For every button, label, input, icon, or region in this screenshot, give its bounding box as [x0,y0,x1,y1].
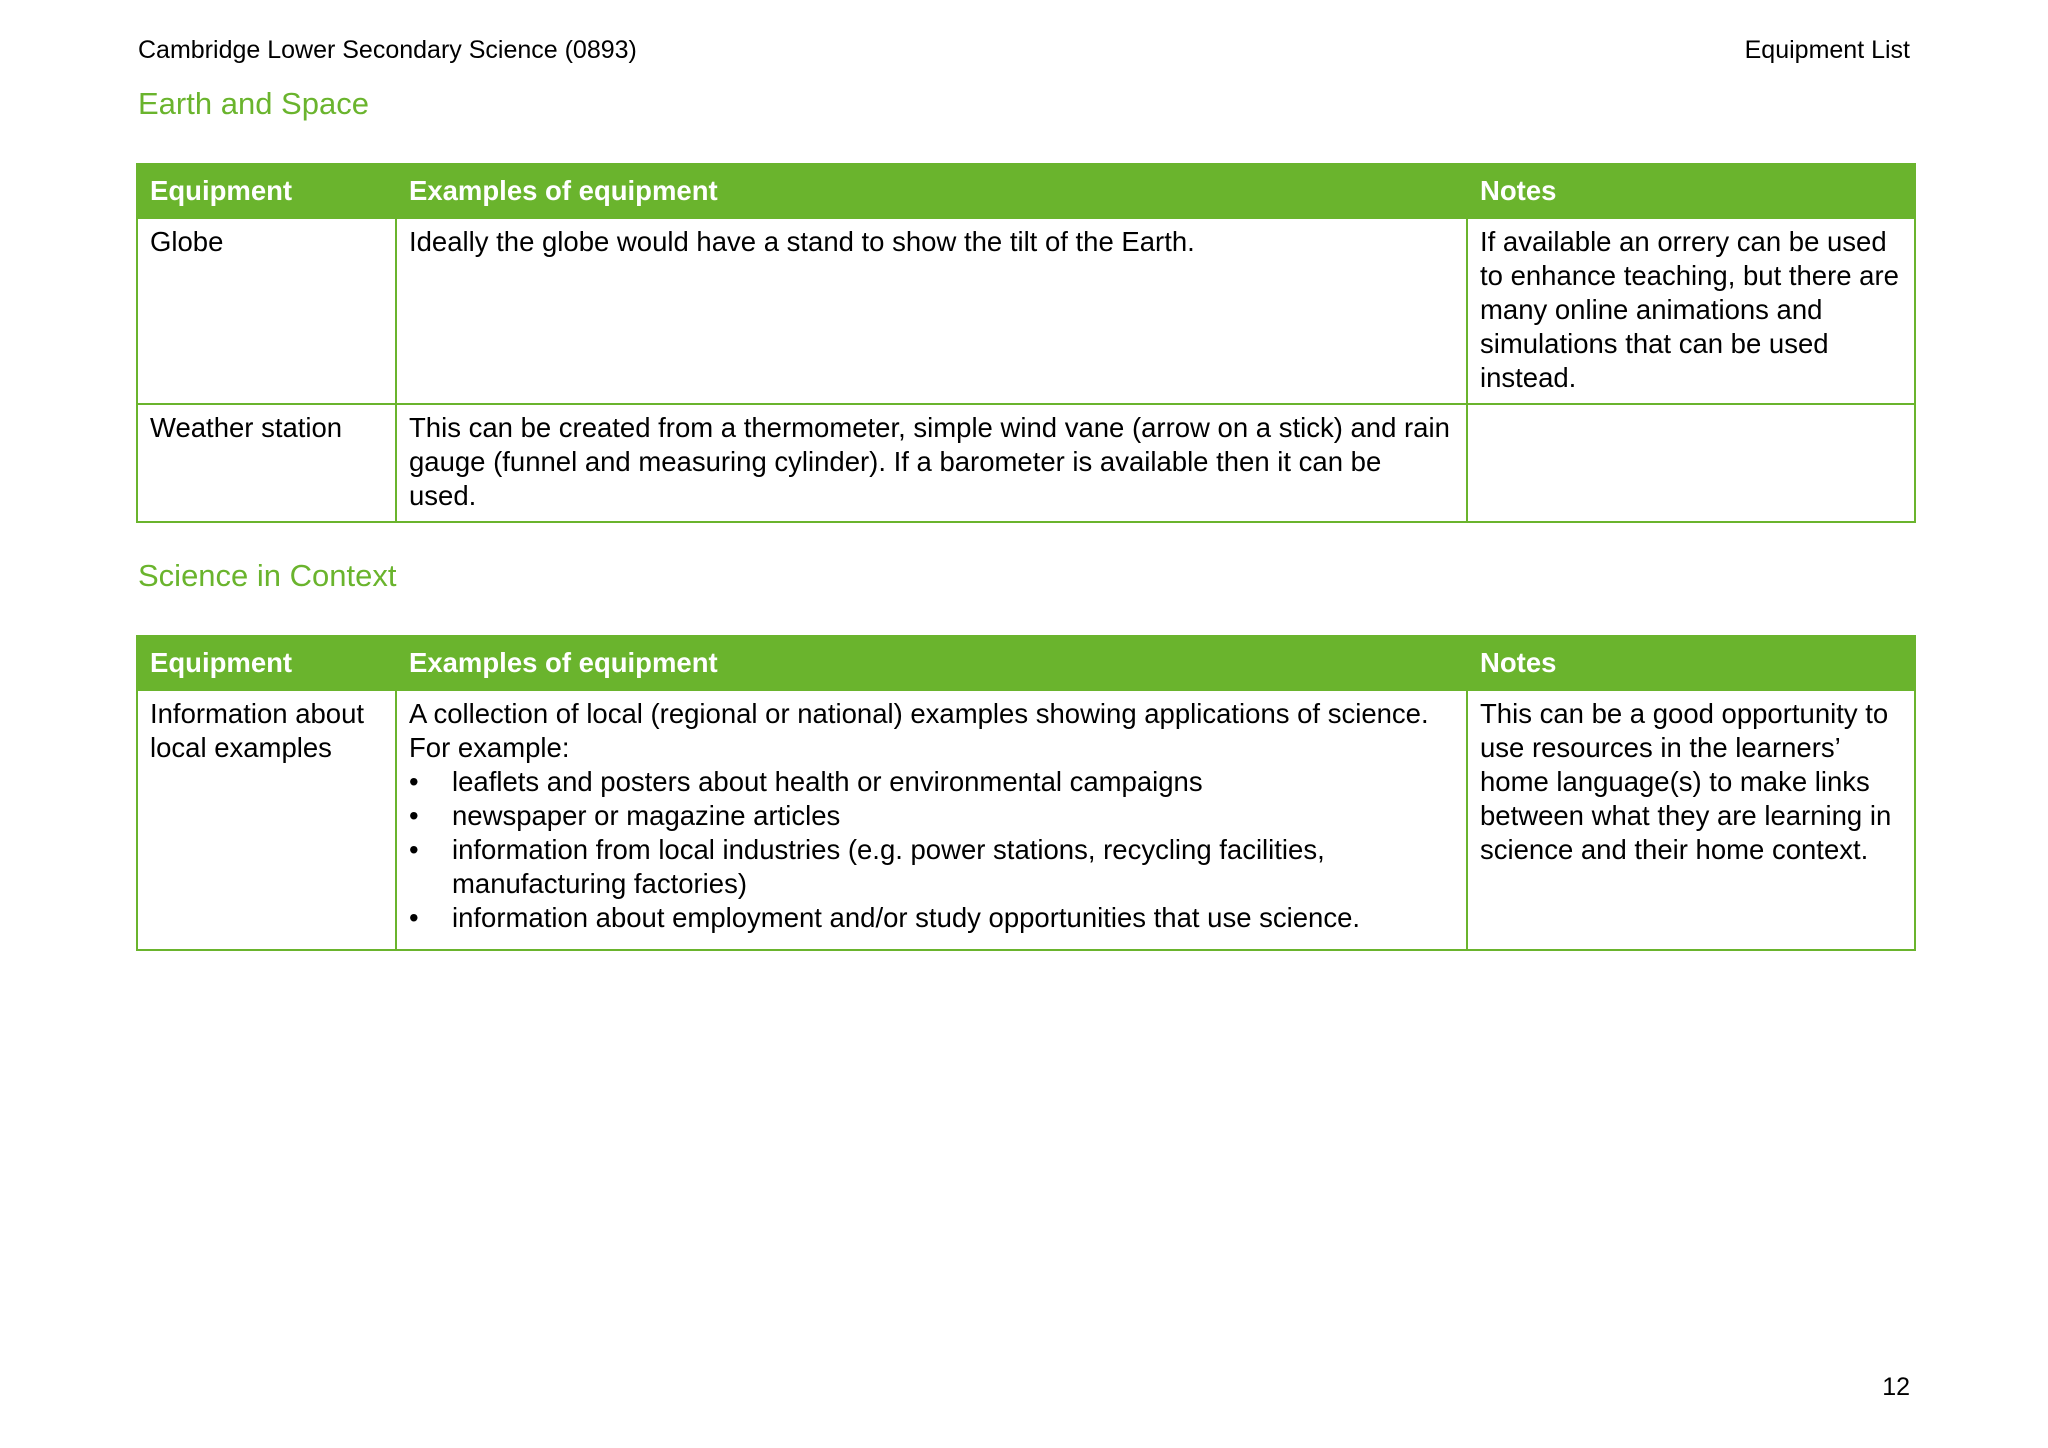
column-header-equipment: Equipment [137,636,396,690]
equipment-cell: Weather station [137,404,396,522]
table-row [137,690,1915,950]
table-row [137,218,1915,404]
column-header-examples: Examples of equipment [396,636,1467,690]
bullet-item: • leaflets and posters about health or environmental campaigns [409,765,1454,799]
examples-for-example: For example: [409,732,570,763]
bullet-item: • newspaper or magazine articles [409,799,1454,833]
science-in-context-table [136,635,1916,951]
column-header-equipment: Equipment [137,164,396,218]
bullet-item: • information from local industries (e.g. power stations, recycling facilities, manufacturing factories) [409,833,1454,901]
examples-cell [396,690,1467,950]
equipment-cell: Globe [137,218,396,404]
table-header-row [137,164,1915,218]
running-header-title: Cambridge Lower Secondary Science (0893) [138,36,637,64]
examples-bullet-list [409,765,1454,935]
page-number: 12 [1882,1373,1910,1401]
equipment-cell: Information about local examples [137,690,396,950]
examples-cell: Ideally the globe would have a stand to show the tilt of the Earth. [396,218,1467,404]
table-row [137,404,1915,522]
column-header-examples: Examples of equipment [396,164,1467,218]
running-header-section: Equipment List [1744,36,1910,64]
column-header-notes: Notes [1467,164,1915,218]
bullet-item: • information about employment and/or study opportunities that use science. [409,901,1454,935]
section-heading-earth-and-space: Earth and Space [138,86,369,121]
examples-cell: This can be created from a thermometer, simple wind vane (arrow on a stick) and rain gauge (funnel and measuring cylinder). If a barometer is available then it can be used. [396,404,1467,522]
earth-and-space-table [136,163,1916,523]
notes-cell [1467,404,1915,522]
notes-cell: This can be a good opportunity to use resources in the learners’ home language(s) to make links between what they are learning in science and their home context. [1467,690,1915,950]
table-header-row [137,636,1915,690]
column-header-notes: Notes [1467,636,1915,690]
notes-cell: If available an orrery can be used to enhance teaching, but there are many online animations and simulations that can be used instead. [1467,218,1915,404]
examples-intro: A collection of local (regional or national) examples showing applications of science. [409,698,1429,729]
section-heading-science-in-context: Science in Context [138,558,397,593]
